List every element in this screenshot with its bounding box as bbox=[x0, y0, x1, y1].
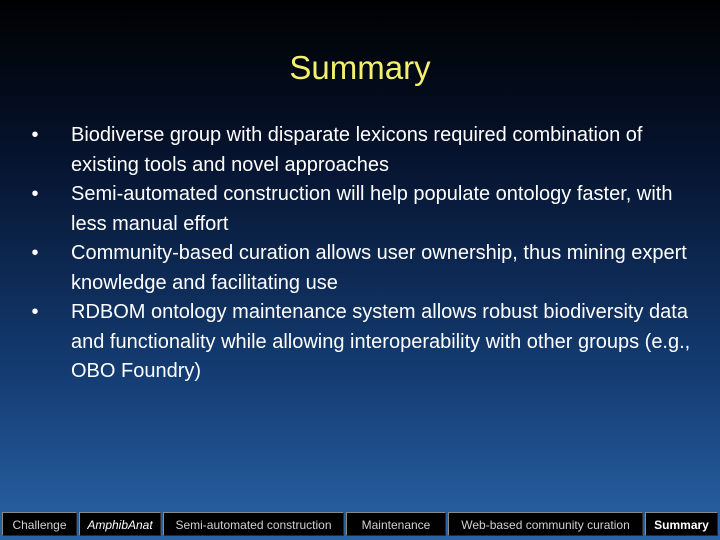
bullet-item bbox=[28, 121, 708, 180]
slide-title: Summary bbox=[289, 49, 431, 86]
navigation-bar bbox=[0, 510, 720, 540]
bullet-item bbox=[28, 180, 708, 239]
bullet-list bbox=[28, 121, 708, 387]
nav-button-amphibanat[interactable]: AmphibAnat bbox=[79, 512, 161, 536]
bullet-text: Community-based curation allows user ownership, thus mining expert knowledge and facilitating use bbox=[71, 242, 687, 294]
bullet-item bbox=[28, 239, 708, 298]
bullet-item bbox=[28, 298, 708, 387]
nav-button-semi-automated-construction[interactable]: Semi-automated construction bbox=[163, 512, 344, 536]
bullet-text: Biodiverse group with disparate lexicons required combination of existing tools and novel approaches bbox=[71, 124, 643, 176]
nav-button-maintenance[interactable]: Maintenance bbox=[346, 512, 446, 536]
nav-button-web-based-community-curation[interactable]: Web-based community curation bbox=[448, 512, 643, 536]
bullet-marker: • bbox=[31, 301, 39, 323]
nav-button-summary[interactable]: Summary bbox=[645, 512, 718, 536]
bullet-text: Semi-automated construction will help populate ontology faster, with less manual effort bbox=[71, 183, 673, 235]
bullet-marker: • bbox=[31, 124, 39, 146]
bullet-marker: • bbox=[31, 242, 39, 264]
bullet-text: RDBOM ontology maintenance system allows robust biodiversity data and functionality while allowing interoperability with other groups (e.g., OBO Foundry) bbox=[71, 301, 691, 382]
nav-button-challenge[interactable]: Challenge bbox=[2, 512, 77, 536]
bullet-marker: • bbox=[31, 183, 39, 205]
